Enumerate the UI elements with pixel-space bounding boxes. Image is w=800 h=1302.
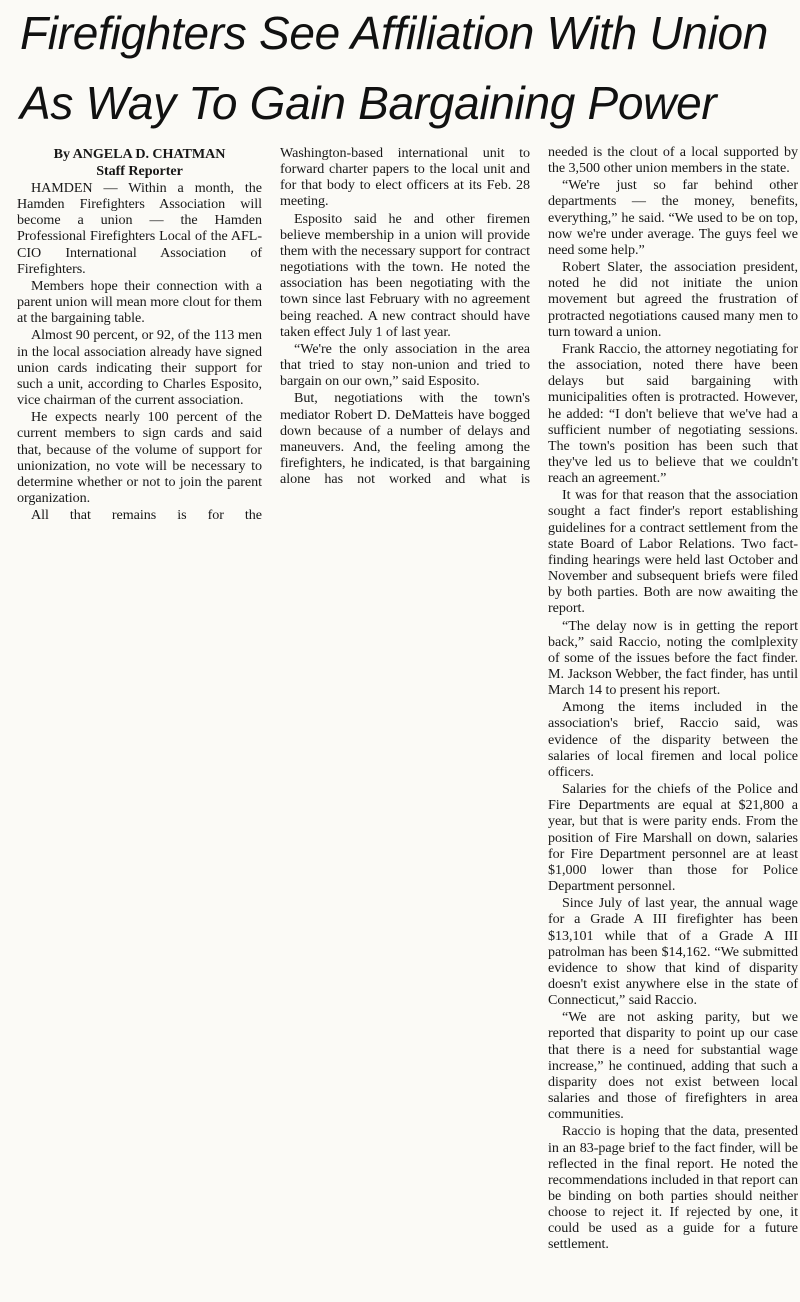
paragraph: needed is the clout of a local supported by the 3,500 other union members in the state.: [548, 144, 798, 177]
paragraph: “We're the only association in the area that tried to stay non-union and tried to bargain on our own,” said Esposito.: [280, 340, 530, 390]
paragraph: Robert Slater, the association president, noted he did not initiate the union movement but agreed the frustration of protracted negotiations caused many men to turn toward a union.: [548, 259, 798, 340]
paragraph: It was for that reason that the association sought a fact finder's report establishing guidelines for a contract settlement from the state Board of Labor Relations. Two fact-finding hearings were held last October and November and subsequent briefs were filed by both parties. Both are now awaiting the report.: [548, 487, 798, 617]
paragraph: Frank Raccio, the attorney negotiating for the association, noted there have been delays but said bargaining with municipalities often is protracted. However, he added: “I don't believe that we've had a sufficient number of negotiating sessions. The town's position has been such that they've led us to believe that we couldn't reach an agreement.”: [548, 340, 798, 487]
paragraph: Salaries for the chiefs of the Police and Fire Departments are equal at $21,800 a year, but that is were parity ends. From the position of Fire Marshall on down, salaries for Fire Department personnel are at least $1,000 lower than those for Police Department personnel.: [548, 781, 798, 895]
paragraph: Washington-based international unit to forward charter papers to the local unit and for that body to elect officers at its Feb. 28 meeting.: [280, 145, 530, 210]
headline-line-1: Firefighters See Affiliation With Union: [20, 7, 769, 59]
paragraph: He expects nearly 100 percent of the current members to sign cards and said that, because of the volume of support for unionization, no vote will be necessary to determine whether or not to join the parent organization.: [17, 409, 262, 506]
paragraph: Since July of last year, the annual wage for a Grade A III firefighter has been $13,101 while that of a Grade A III patrolman has been $14,162. “We submitted evidence to show that kind of disparity doesn't exist anywhere else in the state of Connecticut,” said Raccio.: [548, 895, 798, 1009]
paragraph: HAMDEN — Within a month, the Hamden Firefighters Association will become a union — the Hamden Professional Firefighters Local of the AFL-CIO International Association of Firefighters.: [17, 180, 262, 277]
paragraph: “The delay now is in getting the report back,” said Raccio, noting the comlplexity of some of the issues before the fact finder. M. Jackson Webber, the fact finder, has until March 14 to present his report.: [548, 617, 798, 699]
article-column-3: [548, 144, 798, 1253]
paragraph: Almost 90 percent, or 92, of the 113 men in the local association already have signed union cards indicating their support for such a unit, according to Charles Esposito, vice chairman of the current association.: [17, 327, 262, 409]
paragraph: Esposito said he and other firemen believe membership in a union will provide them with the necessary support for contract negotiations with the town. He noted the association has been negotiating with the town since last February with no agreement being reached. A new contract should have taken effect July 1 of last year.: [280, 210, 530, 340]
paragraph: But, negotiations with the town's mediator Robert D. DeMatteis have bogged down because of a number of delays and maneuvers. And, the feeling among the firefighters, he indicated, is that bargaining alone has not worked and what is: [280, 390, 530, 488]
paragraph: Members hope their connection with a parent union will mean more clout for them at the bargaining table.: [17, 277, 262, 327]
article-column-1: [17, 146, 262, 523]
byline-author: By ANGELA D. CHATMAN: [53, 146, 226, 162]
paragraph: “We are not asking parity, but we reported that disparity to point up our case that there is a need for substantial wage increase,” he continued, adding that such a disparity does not exist between local salaries and those of firefighters in area communities.: [548, 1009, 798, 1123]
paragraph: Raccio is hoping that the data, presented in an 83-page brief to the fact finder, will be reflected in the final report. He noted the recommendations included in that report can be binding on both parties should neither choose to reject it. If rejected by one, it could be used as a guide for a future settlement.: [548, 1123, 798, 1253]
byline-role: Staff Reporter: [96, 163, 183, 179]
article-column-2: [280, 145, 530, 487]
paragraph: “We're just so far behind other departments — the money, benefits, everything,” he said. “We used to be on top, now we're under average. The guys feel we need some help.”: [548, 177, 798, 258]
paragraph: Among the items included in the association's brief, Raccio said, was evidence of the disparity between the salaries of local firemen and local police officers.: [548, 699, 798, 780]
headline-line-2: As Way To Gain Bargaining Power: [20, 77, 717, 129]
paragraph: All that remains is for the: [31, 507, 262, 524]
